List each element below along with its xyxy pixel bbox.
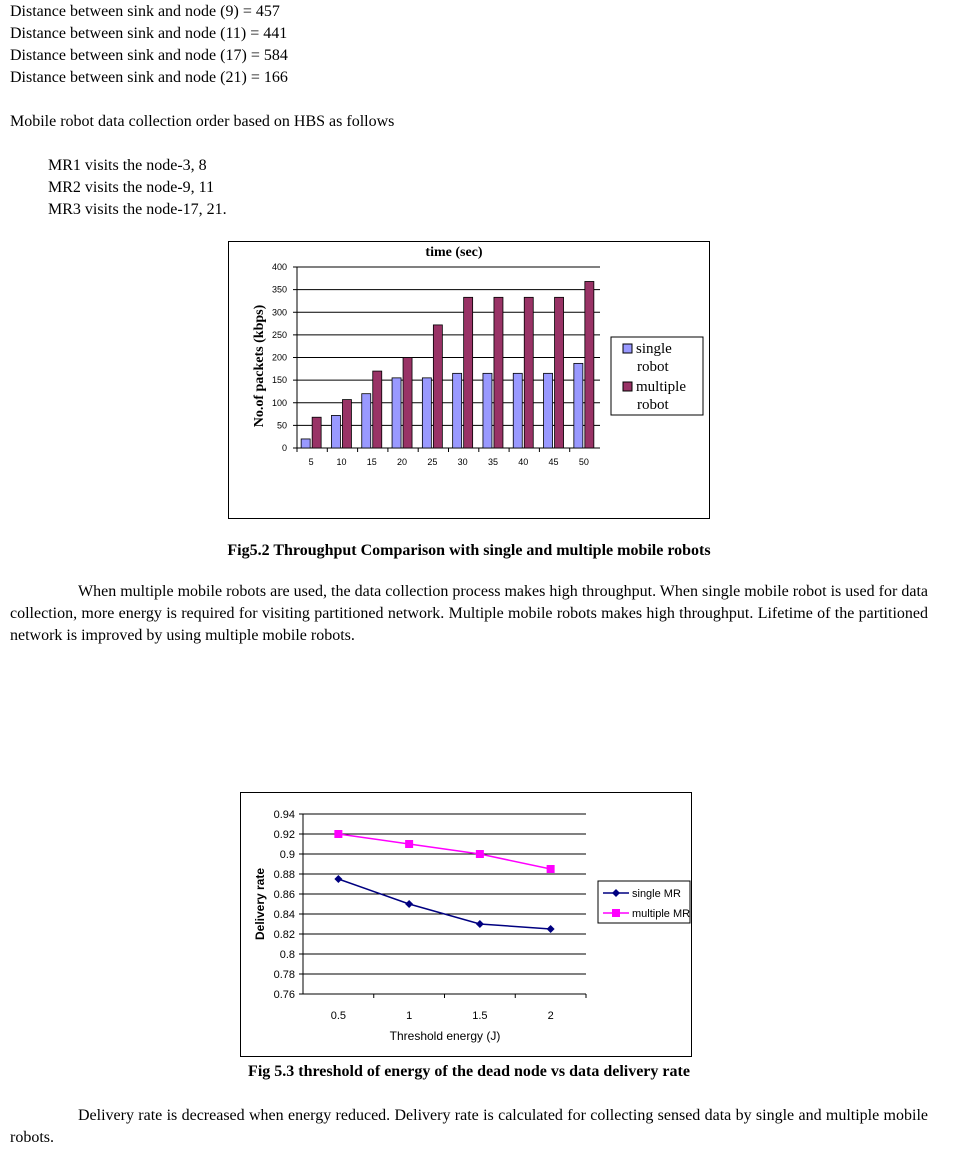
- y-tick-label: 0: [281, 443, 287, 453]
- x-tick-label: 5: [308, 457, 314, 467]
- y-tick-label: 300: [271, 307, 287, 318]
- y-tick-label: 0.86: [273, 889, 295, 901]
- y-tick-label: 350: [271, 284, 287, 295]
- x-tick-label: 30: [457, 457, 468, 467]
- collection-order-intro: Mobile robot data collection order based on HBS as follows: [10, 113, 395, 130]
- throughput-chart-frame: [228, 241, 710, 519]
- x-tick-label: 20: [397, 457, 408, 467]
- y-tick-label: 0.9: [279, 849, 295, 861]
- y-tick-label: 0.88: [273, 869, 295, 881]
- bar-multiple-robot-30: [464, 297, 473, 448]
- y-tick-label: 200: [271, 352, 287, 363]
- distance-line-9: Distance between sink and node (9) = 457: [10, 3, 280, 20]
- bar-single-robot-45: [544, 373, 553, 448]
- x-axis-label: Threshold energy (J): [389, 1029, 501, 1043]
- legend-swatch-single: [623, 344, 632, 353]
- y-tick-label: 0.82: [273, 929, 295, 941]
- point-single-mr-1.5: [476, 920, 484, 928]
- x-tick-label: 1.5: [472, 1010, 488, 1022]
- y-tick-label: 0.94: [273, 809, 295, 821]
- paragraph-throughput: [10, 581, 928, 647]
- bar-single-robot-25: [422, 378, 431, 448]
- legend: [598, 881, 690, 923]
- legend-label-single-1: single: [636, 341, 672, 357]
- y-axis-label: Delivery rate: [253, 867, 267, 941]
- paragraph-throughput-text: When multiple mobile robots are used, the data collection process makes high throughput. When single mobile robot is used for data collection, more energy is required for visiting partitioned network. Multiple mobile robots makes high throughput. Lifetime of the partitioned network is improved by using multiple mobile robots.: [10, 583, 928, 644]
- x-tick-label: 2: [547, 1010, 554, 1022]
- bar-multiple-robot-50: [585, 281, 594, 448]
- y-tick-label: 0.8: [279, 949, 295, 961]
- y-axis-label: No.of packets (kbps): [252, 304, 267, 428]
- delivery-chart-frame: [240, 792, 692, 1057]
- x-tick-label: 1: [406, 1010, 413, 1022]
- point-single-mr-1: [405, 900, 413, 908]
- bar-multiple-robot-10: [342, 400, 351, 448]
- distance-line-21: Distance between sink and node (21) = 166: [10, 69, 288, 86]
- bar-single-robot-35: [483, 373, 492, 448]
- delivery-rate-chart: [241, 793, 691, 1056]
- point-single-mr-0.5: [334, 875, 342, 883]
- legend-label-multiple-2: robot: [637, 397, 669, 413]
- y-tick-label: 0.78: [273, 969, 295, 981]
- x-tick-label: 50: [578, 457, 589, 467]
- bar-multiple-robot-5: [312, 417, 321, 448]
- legend: [611, 337, 703, 415]
- bar-multiple-robot-40: [524, 297, 533, 448]
- throughput-chart: [229, 242, 709, 518]
- visit-line-mr2: MR2 visits the node-9, 11: [48, 179, 215, 196]
- distance-line-17: Distance between sink and node (17) = 584: [10, 47, 288, 64]
- bar-multiple-robot-20: [403, 358, 412, 449]
- legend-label-single: single MR: [632, 888, 681, 900]
- paragraph-delivery: [10, 1105, 928, 1149]
- distance-line-11: Distance between sink and node (11) = 441: [10, 25, 288, 42]
- legend-label-multiple: multiple MR: [632, 908, 691, 920]
- bar-single-robot-30: [453, 373, 462, 448]
- bar-single-robot-5: [301, 439, 310, 448]
- y-tick-label: 400: [271, 262, 287, 272]
- point-single-mr-2: [547, 925, 555, 933]
- bar-single-robot-40: [513, 373, 522, 448]
- visit-line-mr3: MR3 visits the node-17, 21.: [48, 201, 227, 218]
- series-line-multiple-mr: [338, 834, 550, 869]
- x-tick-label: 40: [518, 457, 529, 467]
- y-tick-label: 100: [271, 397, 287, 408]
- y-tick-label: 0.84: [273, 909, 295, 921]
- bar-multiple-robot-35: [494, 297, 503, 448]
- point-multiple-mr-2: [547, 865, 555, 873]
- series-line-single-mr: [338, 879, 550, 929]
- bar-single-robot-15: [362, 394, 371, 448]
- legend-marker-multiple: [612, 909, 620, 917]
- bar-single-robot-20: [392, 378, 401, 448]
- bar-multiple-robot-15: [373, 371, 382, 448]
- y-tick-label: 250: [271, 329, 287, 340]
- y-tick-label: 0.92: [273, 829, 295, 841]
- y-tick-label: 0.76: [273, 989, 295, 1001]
- x-axis-label: time (sec): [425, 245, 483, 260]
- legend-label-single-2: robot: [637, 359, 669, 375]
- x-tick-label: 0.5: [330, 1010, 347, 1022]
- bar-single-robot-10: [331, 415, 340, 448]
- paragraph-delivery-text: Delivery rate is decreased when energy reduced. Delivery rate is calculated for collecting sensed data by single and multiple mobile robots.: [10, 1107, 928, 1146]
- x-tick-label: 35: [487, 457, 498, 467]
- x-tick-label: 15: [366, 457, 377, 467]
- point-multiple-mr-0.5: [334, 830, 342, 838]
- y-tick-label: 150: [271, 375, 287, 386]
- x-tick-label: 10: [336, 457, 347, 467]
- point-multiple-mr-1.5: [476, 850, 484, 858]
- bar-multiple-robot-45: [555, 297, 564, 448]
- x-tick-label: 25: [427, 457, 438, 467]
- legend-swatch-multiple: [623, 382, 632, 391]
- bar-single-robot-50: [574, 363, 583, 448]
- visit-line-mr1: MR1 visits the node-3, 8: [48, 157, 207, 174]
- x-tick-label: 45: [548, 457, 559, 467]
- bar-multiple-robot-25: [433, 325, 442, 448]
- fig53-caption: Fig 5.3 threshold of energy of the dead node vs data delivery rate: [248, 1063, 690, 1080]
- point-multiple-mr-1: [405, 840, 413, 848]
- legend-label-multiple-1: multiple: [636, 379, 686, 395]
- fig52-caption: Fig5.2 Throughput Comparison with single and multiple mobile robots: [227, 542, 711, 559]
- y-tick-label: 50: [276, 420, 287, 431]
